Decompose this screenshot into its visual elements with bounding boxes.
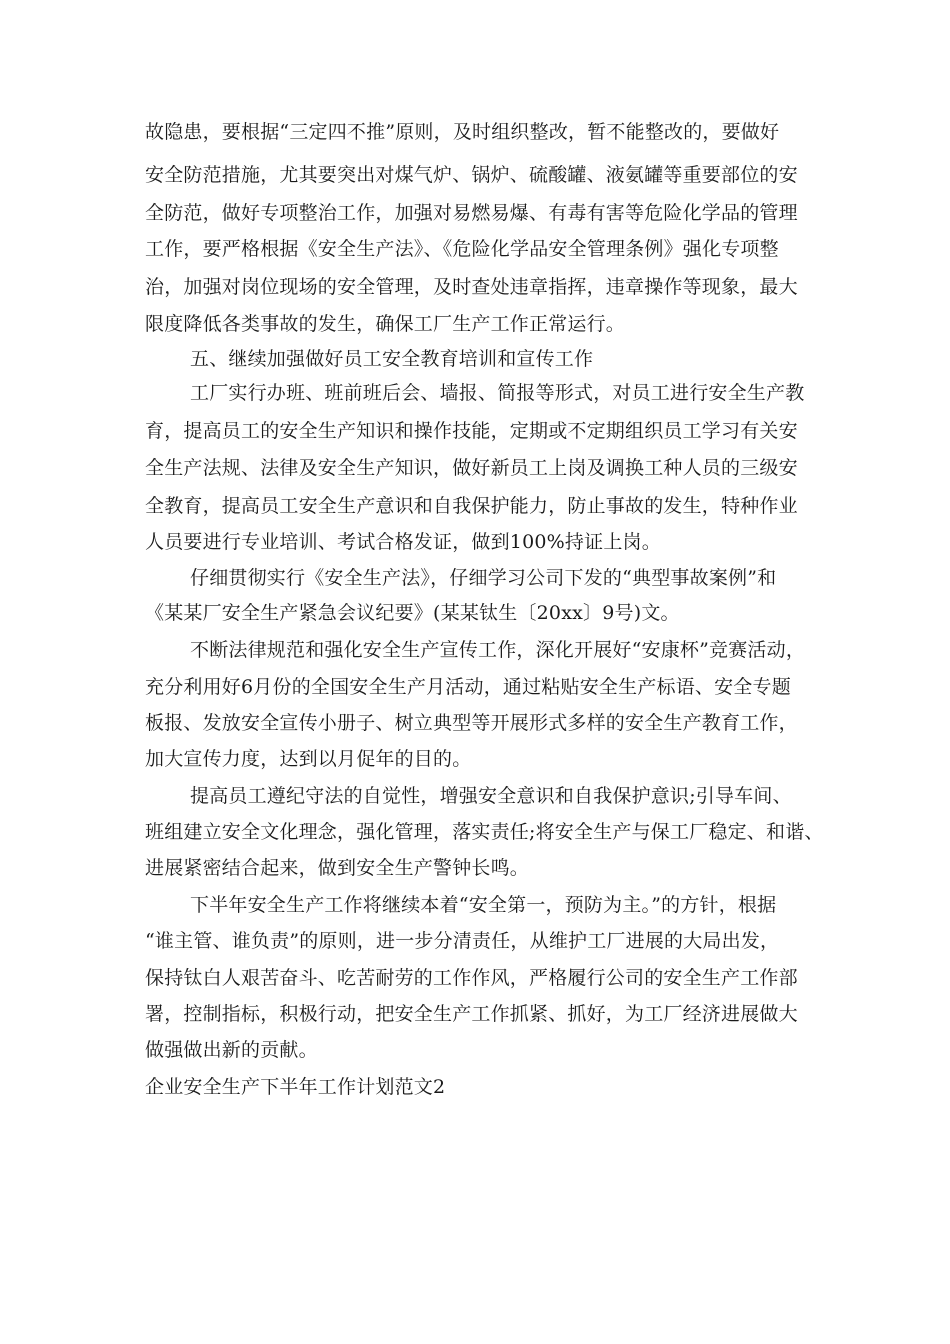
body-line: 班组建立安全文化理念，强化管理，落实责任;将安全生产与保工厂稳定、和谐、 [145, 821, 824, 843]
body-line: 署，控制指标，积极行动，把安全生产工作抓紧、抓好，为工厂经济进展做大 [145, 1003, 798, 1025]
body-line: 人员要进行专业培训、考试合格发证，做到100%持证上岗。 [145, 531, 661, 553]
body-line: 全防范，做好专项整治工作，加强对易燃易爆、有毒有害等危险化学品的管理 [145, 202, 798, 224]
body-line: 育，提高员工的安全生产知识和操作技能，定期或不定期组织员工学习有关安 [145, 420, 798, 442]
body-line: 工厂实行办班、班前班后会、墙报、简报等形式，对员工进行安全生产教 [190, 382, 805, 404]
body-line: 仔细贯彻实行《安全生产法》，仔细学习公司下发的“典型事故案例”和 [190, 567, 777, 589]
body-line: 加大宣传力度，达到以月促年的目的。 [145, 748, 472, 770]
section-heading: 五、继续加强做好员工安全教育培训和宣传工作 [190, 348, 594, 370]
body-line: 下半年安全生产工作将继续本着“安全第一，预防为主。”的方针，根据 [190, 894, 777, 916]
body-line: 进展紧密结合起来，做到安全生产警钟长鸣。 [145, 857, 530, 879]
body-line: 工作，要严格根据《安全生产法》、《危险化学品安全管理条例》强化专项整 [145, 238, 779, 260]
body-line: 充分利用好6月份的全国安全生产月活动，通过粘贴安全生产标语、安全专题 [145, 676, 791, 698]
body-line: 限度降低各类事故的发生，确保工厂生产工作正常运行。 [145, 313, 626, 335]
section-title: 企业安全生产下半年工作计划范文2 [145, 1076, 446, 1098]
body-line: 全生产法规、法律及安全生产知识，做好新员工上岗及调换工种人员的三级安 [145, 457, 798, 479]
body-line: 故隐患，要根据“三定四不推”原则，及时组织整改，暂不能整改的，要做好 [145, 121, 780, 143]
body-line: 治，加强对岗位现场的安全管理，及时查处违章指挥，违章操作等现象，最大 [145, 276, 798, 298]
body-line: “谁主管、谁负责”的原则，进一步分清责任，从维护工厂进展的大局出发， [145, 930, 780, 952]
body-line: 提高员工遵纪守法的自觉性，增强安全意识和自我保护意识;引导车间、 [190, 785, 792, 807]
body-line: 《某某厂安全生产紧急会议纪要》(某某钛生〔20xx〕9号)文。 [145, 602, 680, 624]
body-line: 保持钛白人艰苦奋斗、吃苦耐劳的工作作风，严格履行公司的安全生产工作部 [145, 967, 798, 989]
body-line: 安全防范措施，尤其要突出对煤气炉、锅炉、硫酸罐、液氨罐等重要部位的安 [145, 164, 798, 186]
body-line: 做强做出新的贡献。 [145, 1039, 318, 1061]
body-line: 全教育，提高员工安全生产意识和自我保护能力，防止事故的发生，特种作业 [145, 495, 798, 517]
body-line: 板报、发放安全宣传小册子、树立典型等开展形式多样的安全生产教育工作， [145, 712, 798, 734]
body-line: 不断法律规范和强化安全生产宣传工作，深化开展好“安康杯”竞赛活动， [190, 639, 806, 661]
